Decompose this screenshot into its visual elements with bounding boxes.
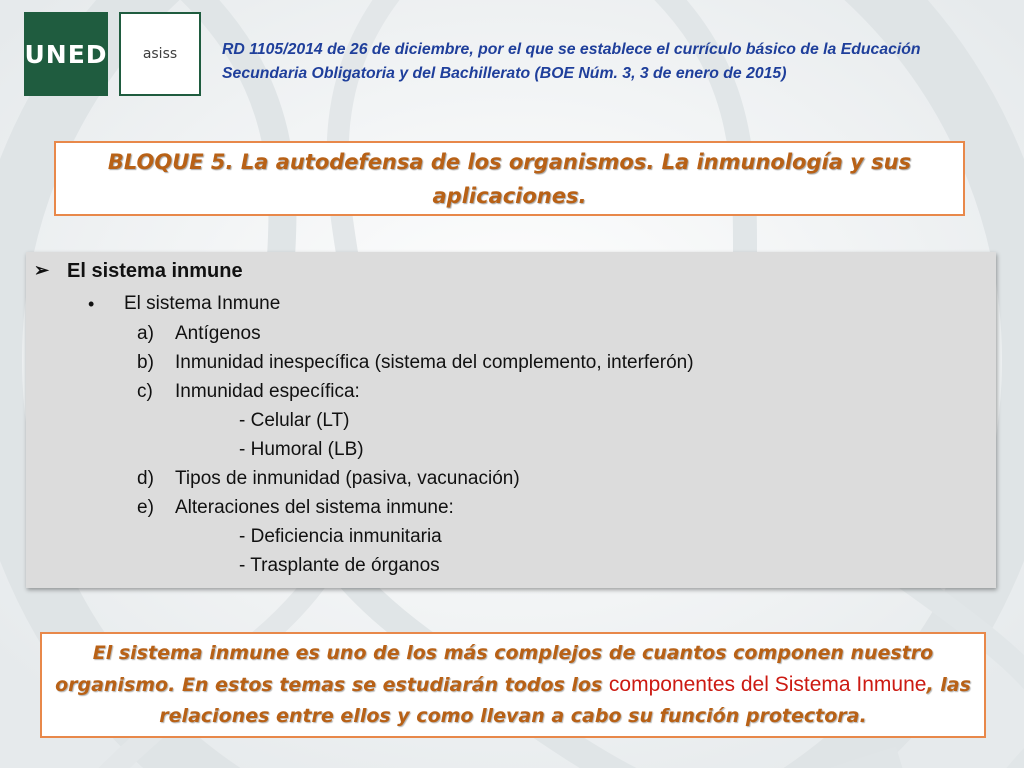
sublist-item: - Humoral (LB) <box>239 439 364 460</box>
list-letter: e) <box>137 497 154 518</box>
block-title-box <box>54 141 965 216</box>
asiss-logo: asiss <box>119 12 201 96</box>
legal-reference-header: RD 1105/2014 de 26 de diciembre, por el que se establece el currículo básico de la Educación Secundaria Obligatoria y del Bachillerato (BOE Núm. 3, 3 de enero de 2015) <box>222 41 921 82</box>
summary-text <box>51 638 976 732</box>
uned-logo: UNED <box>24 12 108 96</box>
list-item-alteraciones: Alteraciones del sistema inmune: <box>175 497 454 518</box>
list-letter: b) <box>137 352 154 373</box>
dot-bullet-icon: • <box>88 294 95 314</box>
sublist-item: - Trasplante de órganos <box>239 555 440 576</box>
list-item-antigenos: Antígenos <box>175 323 261 344</box>
content-panel <box>26 252 996 588</box>
list-letter: c) <box>137 381 153 402</box>
list-item-tipos-inmunidad: Tipos de inmunidad (pasiva, vacunación) <box>175 468 520 489</box>
summary-part1: El sistema inmune es uno de los más complejos de cuantos componen nuestro organismo. En estos temas se estudiarán todos los <box>55 642 934 696</box>
sublist-item: - Celular (LT) <box>239 410 350 431</box>
arrow-bullet-icon: ➢ <box>34 260 50 280</box>
summary-box <box>40 632 986 738</box>
summary-part2: , las relaciones entre ellos y como llevan a cabo su función protectora. <box>159 674 971 727</box>
list-letter: a) <box>137 323 154 344</box>
list-item-inmunidad-inespecifica: Inmunidad inespecífica (sistema del complemento, interferón) <box>175 352 694 373</box>
list-item-inmunidad-especifica: Inmunidad específica: <box>175 381 360 402</box>
block-title: BLOQUE 5. La autodefensa de los organismos. La inmunología y sus aplicaciones. <box>107 149 912 208</box>
sub-topic: El sistema Inmune <box>124 293 281 314</box>
summary-highlight: componentes del Sistema Inmune <box>608 673 927 696</box>
main-topic: El sistema inmune <box>67 260 243 282</box>
sublist-item: - Deficiencia inmunitaria <box>239 526 442 547</box>
list-letter: d) <box>137 468 154 489</box>
